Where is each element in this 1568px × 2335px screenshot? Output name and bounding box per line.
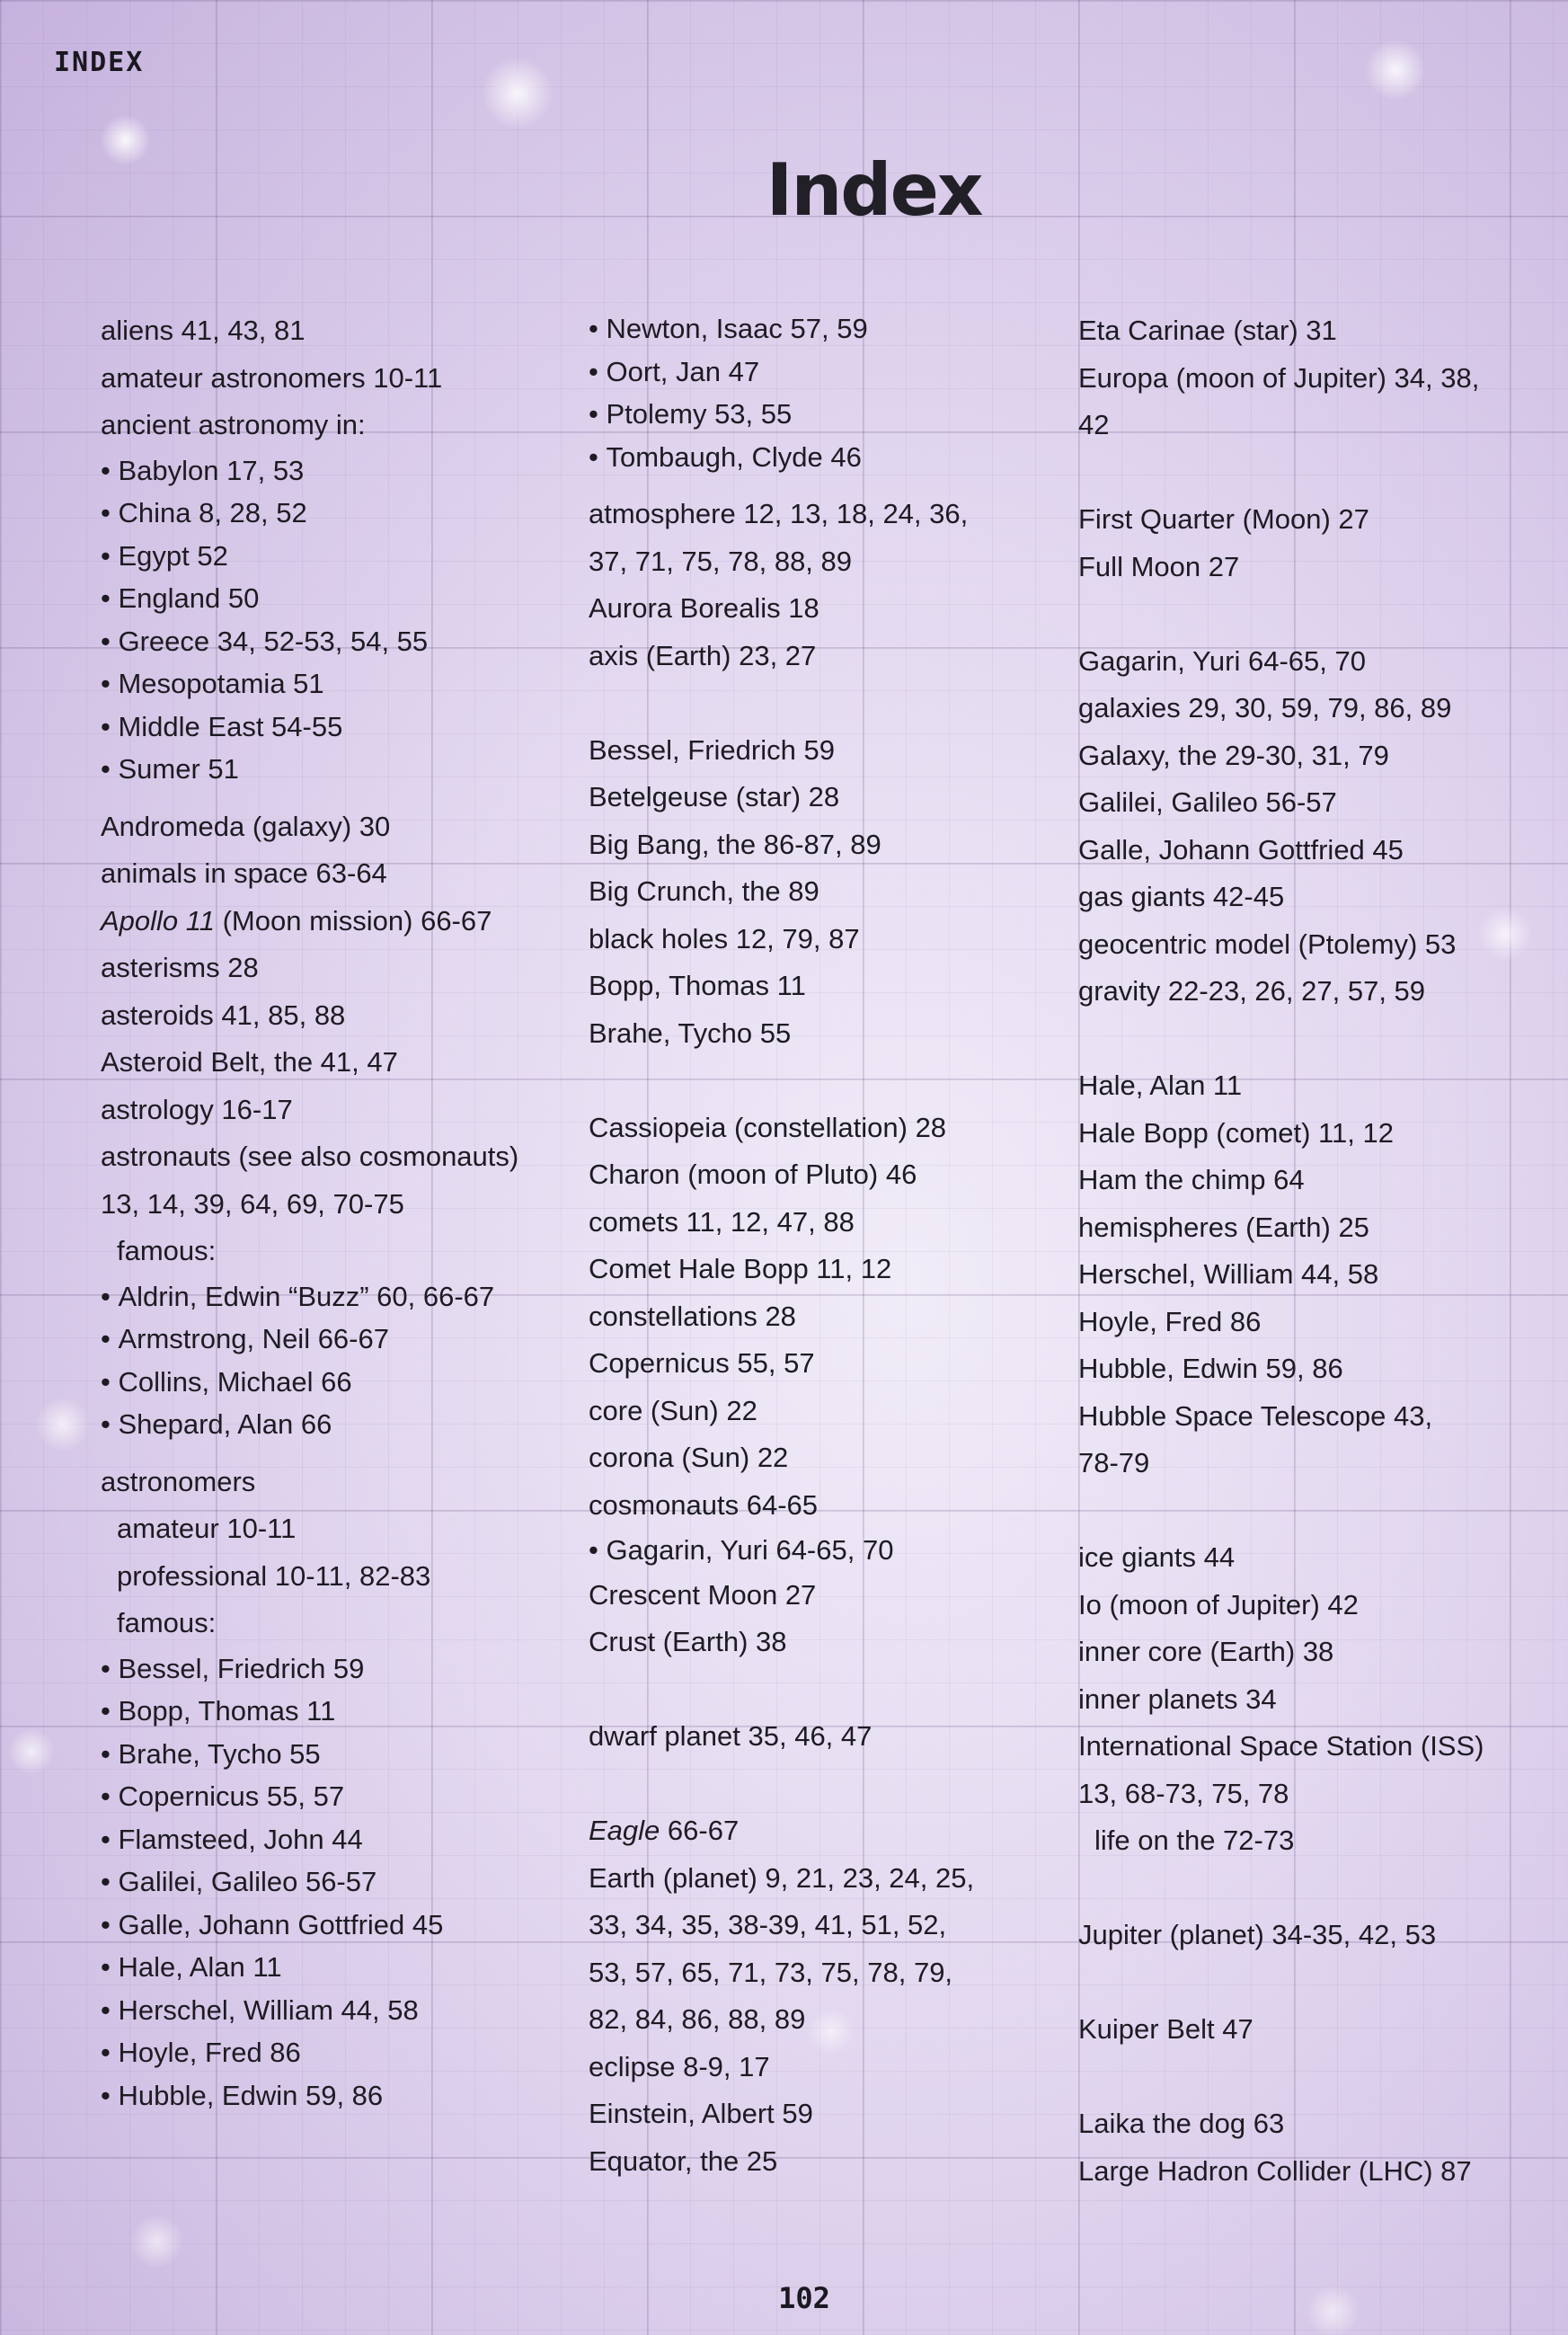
index-entry: galaxies 29, 30, 59, 79, 86, 89 [1078,692,1452,724]
index-entry: Ham the chimp 64 [1078,1164,1305,1195]
index-subentry: • Galilei, Galileo 56-57 [101,1860,604,1904]
entry-pages: (Moon mission) 66-67 [214,904,492,937]
entry-spacer [1078,1865,1568,1913]
entry-italic-title: Eagle [589,1815,660,1846]
index-column-1 [101,307,604,2117]
index-subentry: • Middle East 54-55 [101,706,604,749]
entry-spacer [589,478,1092,491]
index-subentry: • Herschel, William 44, 58 [101,1989,604,2032]
index-entry: Jupiter (planet) 34-35, 42, 53 [1078,1919,1437,1950]
index-entry: animals in space 63-64 [101,857,387,889]
index-entry: constellations 28 [589,1300,796,1332]
index-entry: 37, 71, 75, 78, 88, 89 [589,545,853,577]
entry-spacer [1078,449,1568,497]
index-entry: aliens 41, 43, 81 [101,315,306,346]
index-entry: Cassiopeia (constellation) 28 [589,1111,947,1143]
index-entry: Gagarin, Yuri 64-65, 70 [1078,644,1366,677]
index-entry [589,1807,1092,1855]
index-entry: famous: [117,1235,217,1266]
index-entry: 53, 57, 65, 71, 73, 75, 78, 79, [589,1956,953,1988]
index-entry: cosmonauts 64-65 [589,1488,819,1521]
index-entry: astronomers [101,1465,256,1497]
index-subentry: • Oort, Jan 47 [589,351,1092,394]
index-entry: ancient astronomy in: [101,409,366,440]
index-entry: 13, 14, 39, 64, 69, 70-75 [101,1187,404,1220]
index-subentry: • Aldrin, Edwin “Buzz” 60, 66-67 [101,1275,604,1318]
entry-spacer [589,1761,1092,1808]
index-subentry: • Shepard, Alan 66 [101,1403,604,1446]
index-entry: Hale, Alan 11 [1078,1070,1243,1101]
index-subentry: • Mesopotamia 51 [101,662,604,706]
index-entry: Bessel, Friedrich 59 [589,733,835,766]
index-entry: Hoyle, Fred 86 [1078,1305,1262,1337]
index-entry: axis (Earth) 23, 27 [589,639,817,671]
index-subentry: • Copernicus 55, 57 [101,1775,604,1818]
index-entry: Hale Bopp (comet) 11, 12 [1078,1116,1394,1149]
index-entry: geocentric model (Ptolemy) 53 [1078,928,1457,960]
index-entry: professional 10-11, 82-83 [117,1559,431,1592]
index-entry: asterisms 28 [101,952,259,983]
index-entry: 78-79 [1078,1447,1150,1478]
page-number: 102 [778,2281,830,2315]
index-column-2 [589,307,1092,2185]
index-subentry: • Armstrong, Neil 66-67 [101,1318,604,1361]
index-column-3 [1078,307,1568,2195]
index-entry: Big Bang, the 86-87, 89 [589,828,881,860]
index-entry: life on the 72-73 [1094,1824,1295,1856]
entry-spacer [101,1446,604,1459]
index-entry: International Space Station (ISS) [1078,1730,1484,1762]
index-entry: Galle, Johann Gottfried 45 [1078,833,1404,866]
index-entry: astronauts (see also cosmonauts) [101,1141,519,1172]
index-entry: Asteroid Belt, the 41, 47 [101,1046,398,1078]
entry-spacer [1078,1959,1568,2007]
index-entry: Equator, the 25 [589,2144,778,2177]
index-subentry: • Gagarin, Yuri 64-65, 70 [589,1529,1092,1572]
index-entry: Hubble, Edwin 59, 86 [1078,1353,1343,1384]
index-entry: atmosphere 12, 13, 18, 24, 36, [589,498,969,529]
index-subentry: • Greece 34, 52-53, 54, 55 [101,620,604,663]
index-entry: inner planets 34 [1078,1682,1277,1715]
index-subentry: • Bopp, Thomas 11 [101,1690,604,1733]
index-entry: black holes 12, 79, 87 [589,922,860,954]
index-entry: 42 [1078,409,1110,440]
index-subentry: • Flamsteed, John 44 [101,1818,604,1861]
index-subentry: • Egypt 52 [101,535,604,578]
entry-spacer [1078,590,1568,638]
entry-pages: 66-67 [660,1815,740,1846]
index-entry: Einstein, Albert 59 [589,2098,813,2129]
index-subentry: • Newton, Isaac 57, 59 [589,307,1092,351]
index-entry: gas giants 42-45 [1078,881,1285,912]
index-entry: Full Moon 27 [1078,550,1240,582]
index-entry: Europa (moon of Jupiter) 34, 38, [1078,361,1480,394]
index-entry: Herschel, William 44, 58 [1078,1258,1379,1290]
index-entry [101,898,604,946]
index-entry: 33, 34, 35, 38-39, 41, 51, 52, [589,1909,947,1940]
index-entry: 13, 68-73, 75, 78 [1078,1777,1289,1809]
page-title: Index [766,148,982,232]
index-entry: amateur 10-11 [117,1513,297,1544]
index-subentry: • Bessel, Friedrich 59 [101,1647,604,1691]
entry-spacer [589,1057,1092,1105]
index-entry: Galaxy, the 29-30, 31, 79 [1078,739,1389,771]
index-subentry: • Collins, Michael 66 [101,1361,604,1404]
index-entry: Laika the dog 63 [1078,2108,1285,2139]
index-entry: Charon (moon of Pluto) 46 [589,1159,917,1190]
index-entry: comets 11, 12, 47, 88 [589,1205,855,1238]
index-entry: Comet Hale Bopp 11, 12 [589,1253,892,1284]
index-subentry: • Tombaugh, Clyde 46 [589,436,1092,479]
index-entry: asteroids 41, 85, 88 [101,999,346,1031]
index-entry: Andromeda (galaxy) 30 [101,810,391,842]
index-entry: corona (Sun) 22 [589,1442,789,1473]
index-entry: amateur astronomers 10-11 [101,361,443,394]
index-subentry: • Sumer 51 [101,748,604,791]
index-subentry: • Babylon 17, 53 [101,449,604,493]
index-entry: astrology 16-17 [101,1093,293,1125]
index-subentry: • Hoyle, Fred 86 [101,2031,604,2074]
index-subentry: • Brahe, Tycho 55 [101,1733,604,1776]
index-entry: Galilei, Galileo 56-57 [1078,786,1337,818]
entry-italic-title: Apollo 11 [101,904,215,937]
index-subentry: • China 8, 28, 52 [101,492,604,535]
index-entry: Earth (planet) 9, 21, 23, 24, 25, [589,1861,975,1894]
index-entry: hemispheres (Earth) 25 [1078,1211,1369,1243]
entry-spacer [589,1666,1092,1714]
entry-spacer [589,679,1092,727]
index-entry: Bopp, Thomas 11 [589,970,806,1001]
index-entry: ice giants 44 [1078,1541,1236,1573]
index-subentry: • Galle, Johann Gottfried 45 [101,1904,604,1947]
entry-spacer [1078,1487,1568,1535]
index-entry: Large Hadron Collider (LHC) 87 [1078,2154,1472,2187]
index-entry: famous: [117,1607,217,1638]
index-entry: Big Crunch, the 89 [589,875,819,907]
index-entry: eclipse 8-9, 17 [589,2050,770,2082]
index-entry: core (Sun) 22 [589,1394,757,1426]
section-header-label: INDEX [54,47,145,78]
index-entry: Brahe, Tycho 55 [589,1017,792,1049]
entry-spacer [1078,1016,1568,1063]
index-entry: Io (moon of Jupiter) 42 [1078,1588,1359,1620]
index-entry: First Quarter (Moon) 27 [1078,503,1369,535]
index-entry: Aurora Borealis 18 [589,592,819,624]
index-entry: Crust (Earth) 38 [589,1626,787,1657]
index-subentry: • Hale, Alan 11 [101,1946,604,1989]
index-entry: 82, 84, 86, 88, 89 [589,2003,806,2035]
index-entry: inner core (Earth) 38 [1078,1636,1334,1667]
index-subentry: • Hubble, Edwin 59, 86 [101,2074,604,2117]
index-entry: dwarf planet 35, 46, 47 [589,1720,873,1752]
index-entry: Kuiper Belt 47 [1078,2013,1254,2045]
entry-spacer [101,791,604,803]
index-entry: Eta Carinae (star) 31 [1078,315,1337,346]
index-subentry: • England 50 [101,577,604,620]
index-entry: gravity 22-23, 26, 27, 57, 59 [1078,975,1426,1007]
index-entry: Crescent Moon 27 [589,1578,817,1611]
index-subentry: • Ptolemy 53, 55 [589,393,1092,436]
entry-spacer [1078,2054,1568,2101]
index-entry: Copernicus 55, 57 [589,1347,815,1379]
index-entry: Hubble Space Telescope 43, [1078,1399,1433,1432]
index-entry: Betelgeuse (star) 28 [589,781,840,812]
